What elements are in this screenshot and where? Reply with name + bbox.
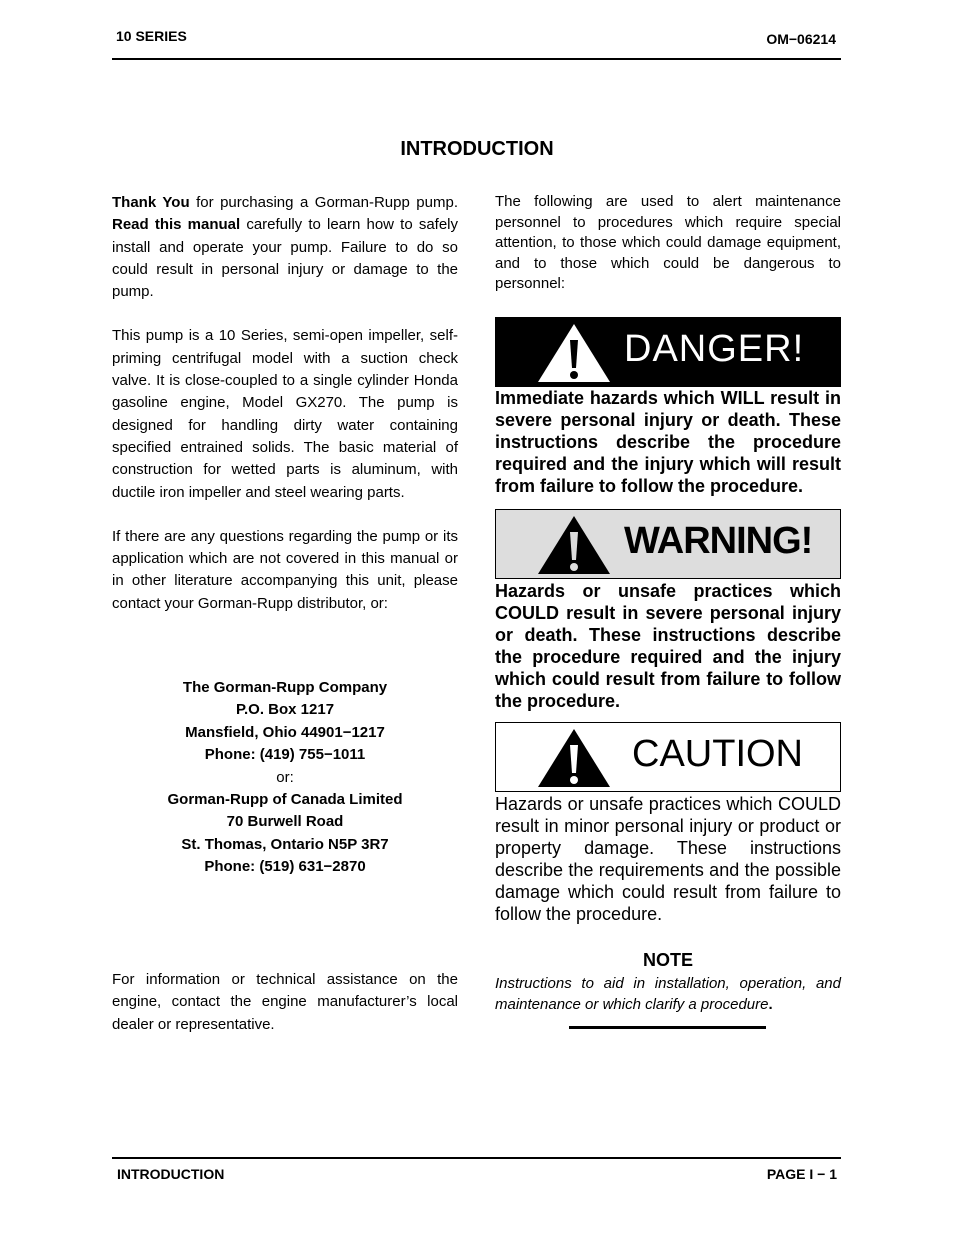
paragraph-pump-description: This pump is a 10 Series, semi-open impeller, self-priming centrifugal model with a suction check valve. It is close-coupled to a single cylinder Honda gasoline engine, Model GX270. The pump is designed for handling dirty water containing specified entrained solids. The basic material of construction for wetted parts is aluminum, with ductile iron impeller and steel wearing parts. — [112, 327, 458, 501]
danger-description: Immediate hazards which WILL result in severe personal injury or death. These instructions describe the procedure required and the injury which will result from failure to follow the procedure. — [495, 388, 841, 496]
header-series: 10 SERIES — [116, 28, 187, 44]
footer-page-number: PAGE I − 1 — [766, 1166, 837, 1182]
section-end-rule — [569, 1026, 766, 1029]
warning-triangle-icon — [536, 322, 612, 384]
note-title: NOTE — [642, 950, 693, 970]
danger-sign — [495, 317, 841, 387]
left-column-text — [112, 192, 458, 615]
address-line: P.O. Box 1217 — [235, 701, 335, 719]
address-line: Gorman-Rupp of Canada Limited — [167, 791, 403, 809]
note-text: Instructions to aid in installation, operation, and maintenance or which clarify a procedure — [495, 975, 841, 1013]
warning-sign — [495, 509, 841, 579]
note-period: . — [768, 996, 773, 1013]
warning-label: WARNING! — [624, 520, 813, 562]
paragraph-questions: If there are any questions regarding the pump or its application which are not covered in this manual or in other literature accompanying this unit, please contact your Gorman-Rupp distributor, or: — [112, 527, 458, 612]
address-or: or: — [276, 768, 294, 786]
contact-address — [112, 677, 458, 879]
address-line: Mansfield, Ohio 44901−1217 — [185, 723, 385, 741]
caution-sign — [495, 722, 841, 792]
address-phone: Phone: (419) 755−1011 — [204, 746, 366, 764]
warning-triangle-icon — [536, 727, 612, 789]
warning-description: Hazards or unsafe practices which COULD result in severe personal injury or death. These instructions describe the procedure required and the injury which could result from failure to follow the procedure. — [495, 581, 841, 711]
address-line: St. Thomas, Ontario N5P 3R7 — [181, 835, 389, 853]
read-manual-lead: Read this manual — [112, 216, 241, 234]
header-doc-number: OM−06214 — [766, 31, 836, 47]
caution-description: Hazards or unsafe practices which COULD result in minor personal injury or product or property damage. These instructions describe the requirements and the possible damage which could result from failure to follow the procedure. — [495, 794, 841, 924]
thank-you-lead: Thank You — [112, 194, 190, 211]
page-title: INTRODUCTION — [400, 138, 554, 160]
footer-section: INTRODUCTION — [117, 1166, 225, 1182]
danger-label: DANGER! — [624, 328, 805, 370]
paragraph-engine-info: For information or technical assistance on the engine, contact the engine manufacturer’s local dealer or representative. — [112, 971, 458, 1033]
thank-you-text: for purchasing a Gorman-Rupp pump. — [189, 194, 458, 211]
header-rule — [112, 58, 841, 60]
footer-rule — [112, 1157, 841, 1159]
warning-triangle-icon — [536, 514, 612, 576]
address-line: The Gorman-Rupp Company — [182, 679, 388, 696]
paragraph-thank-you — [112, 192, 458, 303]
caution-label: CAUTION — [632, 733, 803, 775]
address-line: 70 Burwell Road — [226, 813, 344, 831]
note-body — [495, 973, 841, 1015]
address-phone: Phone: (519) 631−2870 — [204, 858, 366, 876]
paragraph-alert-intro: The following are used to alert maintenance personnel to procedures which require special attention, to those which could damage equipment, and to those which could be dangerous to personnel: — [495, 193, 841, 292]
read-manual-text: carefully to learn how to safely install and operate your pump. Failure to do so could result in personal injury or damage to the pump. — [112, 216, 459, 301]
